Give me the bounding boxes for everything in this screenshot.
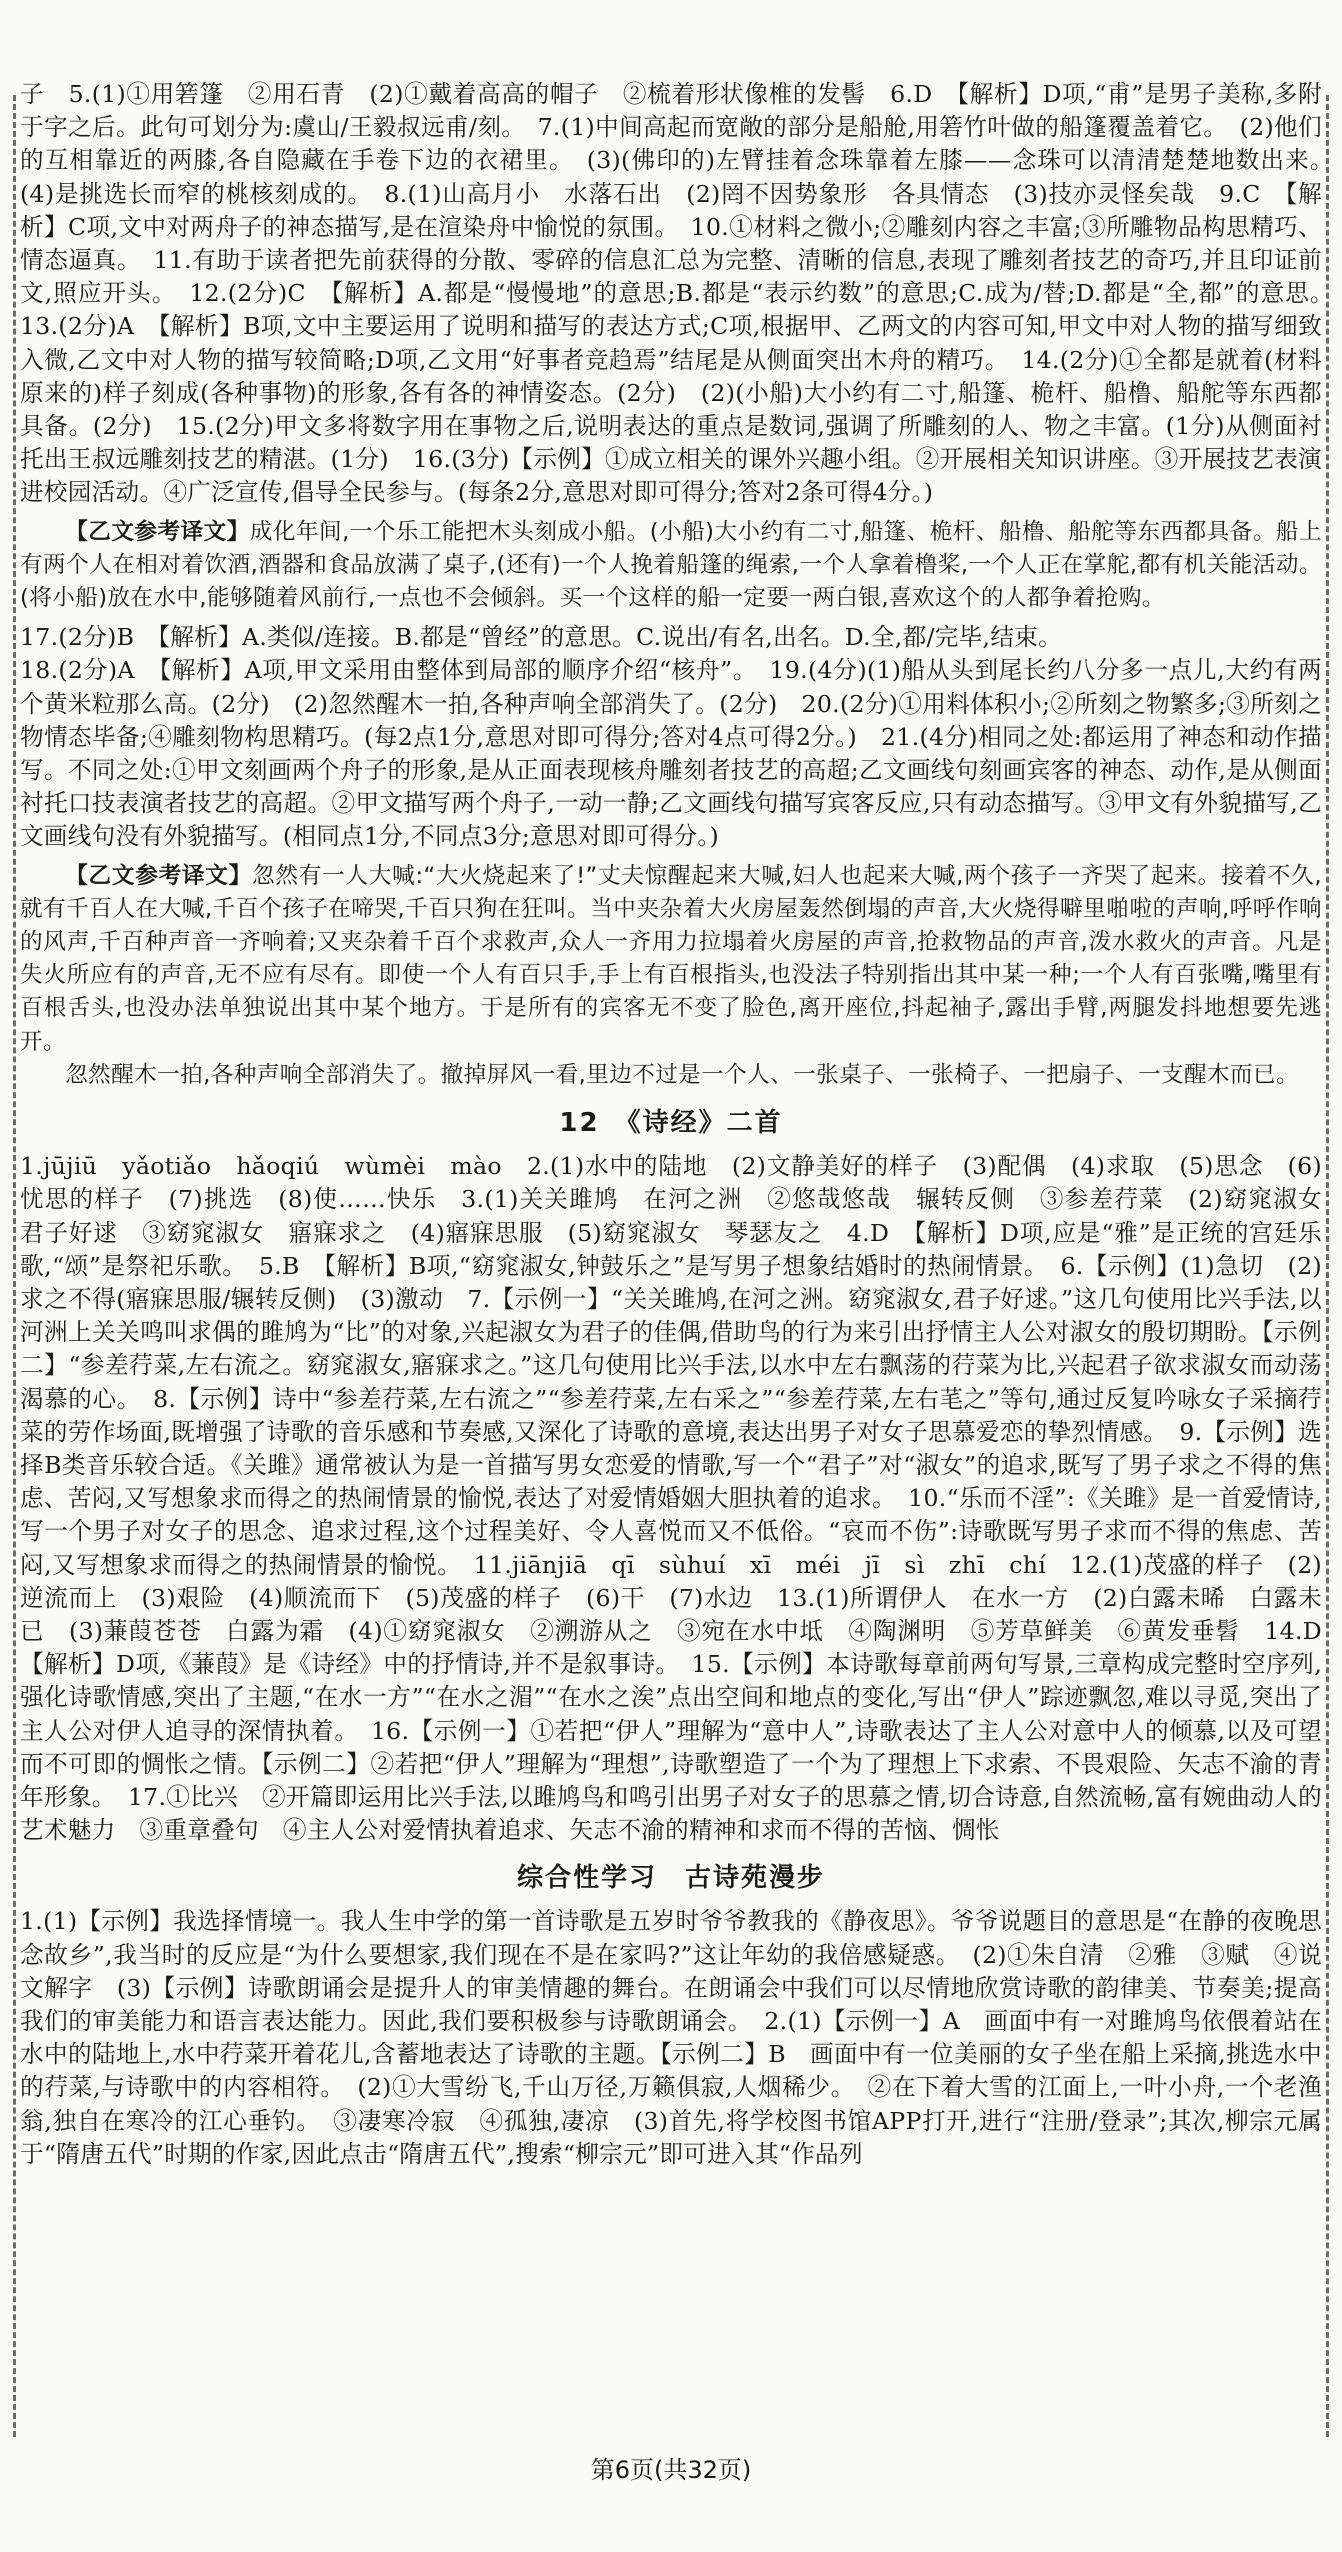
section-title-comprehensive: 综合性学习 古诗苑漫步: [516, 1863, 825, 1894]
translation-label: 【乙文参考译文】: [65, 862, 253, 889]
page-number-footer: 第6页(共32页): [590, 2456, 752, 2484]
comprehensive-answers: 1.(1)【示例】我选择情境一。我人生中学的第一首诗歌是五岁时爷爷教我的《静夜思》。爷爷说题目的意思是“在静的夜晚思念故乡”,我当时的反应是“为什么要想家,我们现在不是在家吗?”这让年幼的我倍感疑惑。 (2)①朱自清 ②雅 ③赋 ④说文解字 (3)【示例】诗歌朗诵会是提升人的审美情趣的舞台。在朗诵会中我们可以尽情地欣赏诗歌的韵律美、节奏美;提高我们的审美能力和语言表达能力。因此,我们要积极参与诗歌朗诵会。 2.(1)【示例一】A 画面中有一对雎鸠鸟依偎着站在水中的陆地上,水中荇菜开着花儿,含蓄地表达了诗歌的主题。【示例二】B 画面中有一位美丽的女子坐在船上采摘,挑选水中的荇菜,与诗歌中的内容相符。 (2)①大雪纷飞,千山万径,万籁俱寂,人烟稀少。 ②在下着大雪的江面上,一叶小舟,一个老渔翁,独自在寒冷的江心垂钓。 ③凄寒冷寂 ④孤独,凄凉 (3)首先,将学校图书馆APP打开,进行“注册/登录”;其次,柳宗元属于“隋唐五代”时期的作家,因此点击“隋唐五代”,搜索“柳宗元”即可进入其“作品列: [20, 1907, 1322, 2168]
answers-5-16: 子 5.(1)①用箬篷 ②用石青 (2)①戴着高高的帽子 ②梳着形状像椎的发髻 6.D 【解析】D项,“甫”是男子美称,多附于字之后。此句可划分为:虞山/王毅叔远甫/刻。 7.(1)中间高起而宽敞的部分是船舱,用箬竹叶做的船篷覆盖着它。 (2)他们的互相靠近的两膝,各自隐藏在手卷下边的衣裙里。 (3)(佛印的)左臂挂着念珠靠着左膝——念珠可以清清楚楚地数出来。 (4)是挑选长而窄的桃核刻成的。 8.(1)山高月小 水落石出 (2)罔不因势象形 各具情态 (3)技亦灵怪矣哉 9.C 【解析】C项,文中对两舟子的神态描写,是在渲染舟中愉悦的氛围。 10.①材料之微小;②雕刻内容之丰富;③所雕物品构思精巧、情态逼真。 11.有助于读者把先前获得的分散、零碎的信息汇总为完整、清晰的信息,表现了雕刻者技艺的奇巧,并且印证前文,照应开头。 12.(2分)C 【解析】A.都是“慢慢地”的意思;B.都是“表示约数”的意思;C.成为/替;D.都是“全,都”的意思。 13.(2分)A 【解析】B项,文中主要运用了说明和描写的表达方式;C项,根据甲、乙两文的内容可知,甲文中对人物的描写细致入微,乙文中对人物的描写较简略;D项,乙文用“好事者竞趋焉”结尾是从侧面突出木舟的精巧。 14.(2分)①全都是就着(材料原来的)样子刻成(各种事物)的形象,各有各的神情姿态。(2分) (2)(小船)大小约有二寸,船篷、桅杆、船橹、船舵等东西都具备。(2分) 15.(2分)甲文多将数字用在事物之后,说明表达的重点是数词,强调了所雕刻的人、物之丰富。(1分)从侧面衬托出王叔远雕刻技艺的精湛。(1分) 16.(3分)【示例】①成立相关的课外兴趣小组。②开展相关知识讲座。③开展技艺表演进校园活动。④广泛宣传,倡导全民参与。(每条2分,意思对即可得分;答对2条可得4分。): [20, 80, 1322, 507]
right-dashed-margin-line: [1326, 95, 1329, 2437]
section-title-shijing: 12 《诗经》二首: [559, 1108, 783, 1139]
translation-text: 成化年间,一个乐工能把木头刻成小船。(小船)大小约有二寸,船篷、桅杆、船橹、船舵等东西都具备。船上有两个人在相对着饮酒,酒器和食品放满了桌子,(还有)一个人挽着船篷的绳索,一个人拿着橹桨,一个人正在掌舵,都有机关能活动。(将小船)放在水中,能够随着风前行,一点也不会倾斜。买一个这样的船一定要一两白银,喜欢这个的人都争着抢购。: [20, 518, 1322, 612]
answers-18-21: 18.(2分)A 【解析】A项,甲文采用由整体到局部的顺序介绍“核舟”。 19.(4分)(1)船从头到尾长约八分多一点儿,大约有两个黄米粒那么高。(2分) (2)忽然醒木一拍,各种声响全部消失了。(2分) 20.(2分)①用料体积小;②所刻之物繁多;③所刻之物情态毕备;④雕刻物构思精巧。(每2点1分,意思对即可得分;答对4点可得2分。) 21.(4分)相同之处:都运用了神态和动作描写。不同之处:①甲文刻画两个舟子的形象,是从正面表现核舟雕刻者技艺的高超;乙文画线句刻画宾客的神态、动作,是从侧面衬托口技表演者技艺的高超。②甲文描写两个舟子,一动一静;乙文画线句描写宾客反应,只有动态描写。③甲文有外貌描写,乙文画线句没有外貌描写。(相同点1分,不同点3分;意思对即可得分。): [20, 656, 1322, 851]
left-dashed-margin-line: [13, 95, 16, 2437]
answer-page: [20, 78, 1322, 2428]
translation-block-2: [20, 860, 1322, 1059]
answer-17: 17.(2分)B 【解析】A.类似/连接。B.都是“曾经”的意思。C.说出/有名,出名。D.全,都/完毕,结束。: [20, 623, 1063, 652]
translation-block-2-end: 忽然醒木一拍,各种声响全部消失了。撤掉屏风一看,里边不过是一个人、一张桌子、一张椅子、一把扇子、一支醒木而已。: [65, 1061, 1300, 1088]
translation-block-1: [20, 516, 1322, 616]
translation-text: 忽然有一人大喊:“大火烧起来了!”丈夫惊醒起来大喊,妇人也起来大喊,两个孩子一齐哭了起来。接着不久,就有千百人在大喊,千百个孩子在啼哭,千百只狗在狂叫。当中夹杂着大火房屋轰然倒塌的声音,大火烧得噼里啪啦的声响,呼呼作响的风声,千百种声音一齐响着;又夹杂着千百个求救声,众人一齐用力拉塌着火房屋的声音,抢救物品的声音,泼水救火的声音。凡是失火所应有的声音,无不应有尽有。即使一个人有百只手,手上有百根指头,也没法子特别指出其中某一种;一个人有百张嘴,嘴里有百根舌头,也没办法单独说出其中某个地方。于是所有的宾客无不变了脸色,离开座位,抖起袖子,露出手臂,两腿发抖地想要先逃开。: [20, 862, 1322, 1055]
section-12-answers: 1.jūjiū yǎotiǎo hǎoqiú wùmèi mào 2.(1)水中的陆地 (2)文静美好的样子 (3)配偶 (4)求取 (5)思念 (6)忧思的样子 (7)挑选 (8)使……快乐 3.(1)关关雎鸠 在河之洲 ②悠哉悠哉 辗转反侧 ③参差荇菜 (2)窈窕淑女 君子好逑 ③窈窕淑女 寤寐求之 (4)寤寐思服 (5)窈窕淑女 琴瑟友之 4.D 【解析】D项,应是“雅”是正统的宫廷乐歌,“颂”是祭祀乐歌。 5.B 【解析】B项,“窈窕淑女,钟鼓乐之”是写男子想象结婚时的热闹情景。 6.【示例】(1)急切 (2)求之不得(寤寐思服/辗转反侧) (3)激动 7.【示例一】“关关雎鸠,在河之洲。窈窕淑女,君子好逑。”这几句使用比兴手法,以河洲上关关鸣叫求偶的雎鸠为“比”的对象,兴起淑女为君子的佳偶,借助鸟的行为来引出抒情主人公对淑女的殷切期盼。【示例二】“参差荇菜,左右流之。窈窕淑女,寤寐求之。”这几句使用比兴手法,以水中左右飘荡的荇菜为比,兴起君子欲求淑女而动荡渴慕的心。 8.【示例】诗中“参差荇菜,左右流之”“参差荇菜,左右采之”“参差荇菜,左右芼之”等句,通过反复吟咏女子采摘荇菜的劳作场面,既增强了诗歌的音乐感和节奏感,又深化了诗歌的意境,表达出男子对女子思慕爱恋的挚烈情感。 9.【示例】选择B类音乐较合适。《关雎》通常被认为是一首描写男女恋爱的情歌,写一个“君子”对“淑女”的追求,既写了男子求之不得的焦虑、苦闷,又写想象求而得之的热闹情景的愉悦,表达了对爱情婚姻大胆执着的追求。 10.“乐而不淫”:《关雎》是一首爱情诗,写一个男子对女子的思念、追求过程,这个过程美好、令人喜悦而又不低俗。“哀而不伤”:诗歌既写男子求而不得的焦虑、苦闷,又写想象求而得之的热闹情景的愉悦。 11.jiānjiā qī sùhuí xī méi jī sì zhī chí 12.(1)茂盛的样子 (2)逆流而上 (3)艰险 (4)顺流而下 (5)茂盛的样子 (6)干 (7)水边 13.(1)所谓伊人 在水一方 (2)白露未晞 白露未已 (3)蒹葭苍苍 白露为霜 (4)①窈窕淑女 ②溯游从之 ③宛在水中坻 ④陶渊明 ⑤芳草鲜美 ⑥黄发垂髫 14.D 【解析】D项,《蒹葭》是《诗经》中的抒情诗,并不是叙事诗。 15.【示例】本诗歌每章前两句写景,三章构成完整时空序列,强化诗歌情感,突出了主题,“在水一方”“在水之湄”“在水之涘”点出空间和地点的变化,写出“伊人”踪迹飘忽,难以寻觅,突出了主人公对伊人追寻的深情执着。 16.【示例一】①若把“伊人”理解为“意中人”,诗歌表达了主人公对意中人的倾慕,以及可望而不可即的惆怅之情。【示例二】②若把“伊人”理解为“理想”,诗歌塑造了一个为了理想上下求索、不畏艰险、矢志不渝的青年形象。 17.①比兴 ②开篇即运用比兴手法,以雎鸠鸟和鸣引出男子对女子的思慕之情,切合诗意,自然流畅,富有婉曲动人的艺术魅力 ③重章叠句 ④主人公对爱情执着追求、矢志不渝的精神和求而不得的苦恼、惆怅: [20, 1152, 1322, 1845]
translation-label: 【乙文参考译文】: [65, 518, 250, 545]
